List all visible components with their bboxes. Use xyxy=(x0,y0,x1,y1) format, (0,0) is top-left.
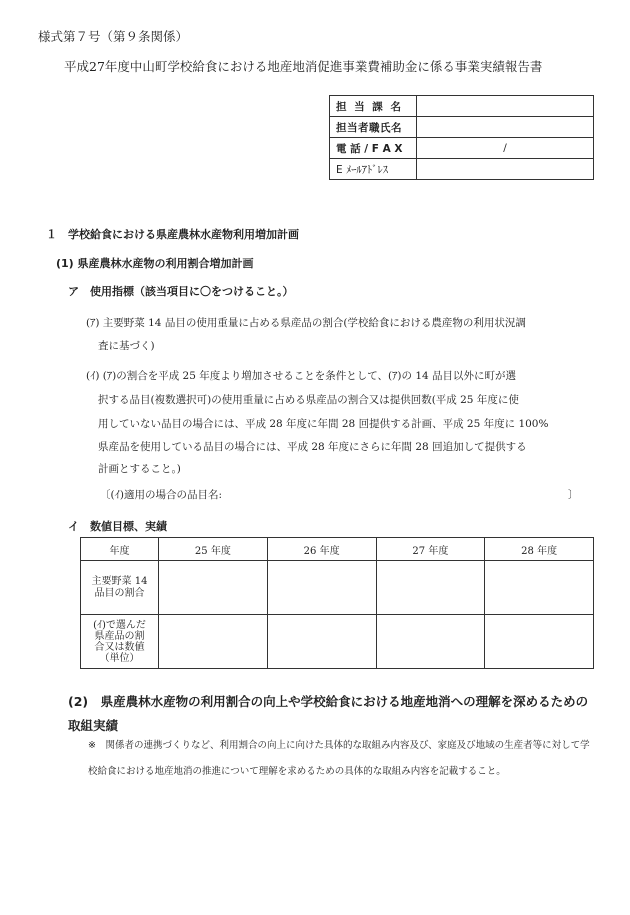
item-b-line4: 県産品を使用している品目の場合には、平成 28 年度にさらに年間 28 回追加して提供する xyxy=(98,441,527,453)
item-name-bracket-label: 〔(ｲ)適用の場合の品目名: xyxy=(100,489,222,501)
person-label: 担当者職氏名 xyxy=(330,117,417,138)
table-cell[interactable] xyxy=(376,615,485,669)
header-fy25: 25 年度 xyxy=(159,538,268,561)
row1-label-line2: 品目の割合 xyxy=(94,587,145,599)
contact-row-email xyxy=(330,159,594,180)
department-field[interactable] xyxy=(417,96,594,117)
item-b-line3: 用していない品目の場合には、平成 28 年度に年間 28 回提供する計画、平成 25 年度に 100% xyxy=(98,418,549,430)
header-fy26: 26 年度 xyxy=(267,538,376,561)
item-name-bracket-close: 〕 xyxy=(568,489,579,501)
person-field[interactable] xyxy=(417,117,594,138)
table-cell[interactable] xyxy=(376,561,485,615)
row1-label-line1: 主要野菜 14 xyxy=(91,575,148,587)
header-fy28: 28 年度 xyxy=(485,538,594,561)
item-b-line2: 択する品目(複数選択可)の使用重量に占める県産品の割合又は提供回数(平成 25 年度に使 xyxy=(98,394,519,406)
row-label-selected-items xyxy=(81,615,159,669)
table-row-selected-items xyxy=(81,615,594,669)
item-b-line1: (ｲ) (ｱ)の割合を平成 25 年度より増加させることを条件として、(ｱ)の 14 品目以外に町が選 xyxy=(86,370,517,382)
document-title: 平成27年度中山町学校給食における地産地消促進事業費補助金に係る事業実績報告書 xyxy=(64,59,543,74)
target-table xyxy=(80,537,594,669)
form-number: 様式第７号（第９条関係） xyxy=(38,29,189,44)
department-label: 担 当 課 名 xyxy=(330,96,417,117)
header-year: 年度 xyxy=(81,538,159,561)
table-cell[interactable] xyxy=(159,561,268,615)
row-label-main-vegetables xyxy=(81,561,159,615)
table-cell[interactable] xyxy=(159,615,268,669)
row2-label-line4: （単位） xyxy=(99,652,140,664)
table-cell[interactable] xyxy=(485,615,594,669)
table-row-main-vegetables xyxy=(81,561,594,615)
phone-fax-field[interactable]: / xyxy=(417,138,594,159)
section2-title: (2) 県産農林水産物の利用割合の向上や学校給食における地産地消への理解を深めるための取組実績 xyxy=(68,694,589,733)
item-a-line1: (ｱ) 主要野菜 14 品目の使用重量に占める県産品の割合(学校給食における農産物の利用状況調 xyxy=(86,317,526,329)
contact-row-department xyxy=(330,96,594,117)
table-cell[interactable] xyxy=(485,561,594,615)
row2-label-line3: 合又は数値 xyxy=(94,641,145,653)
row2-label-line1: (ｲ)で選んだ xyxy=(93,619,146,631)
table-cell[interactable] xyxy=(267,615,376,669)
email-field[interactable] xyxy=(417,159,594,180)
contact-row-person xyxy=(330,117,594,138)
numeric-target-heading: イ 数値目標、実績 xyxy=(68,520,167,533)
section1-sub1-heading: (1) 県産農林水産物の利用割合増加計画 xyxy=(56,257,254,270)
table-cell[interactable] xyxy=(267,561,376,615)
section2-note: ※ 関係者の連携づくりなど、利用割合の向上に向けた具体的な取組み内容及び、家庭及び地域の生産者等に対して学校給食における地産地消の推進について理解を求めるための具体的な取組み内容を記載すること。 xyxy=(88,740,590,777)
section1-heading: １ 学校給食における県産農林水産物利用増加計画 xyxy=(46,228,299,241)
header-fy27: 27 年度 xyxy=(376,538,485,561)
item-a-line2: 査に基づく) xyxy=(98,340,155,352)
email-label: E ﾒｰﾙｱﾄﾞﾚｽ xyxy=(330,159,417,180)
row2-label-line2: 県産品の割 xyxy=(94,630,145,642)
usage-index-heading: ア 使用指標（該当項目に〇をつけること。） xyxy=(68,285,294,298)
contact-table xyxy=(329,95,594,180)
phone-fax-label: 電 話 / F A X xyxy=(330,138,417,159)
contact-row-phone xyxy=(330,138,594,159)
target-table-header xyxy=(81,538,594,561)
item-b-line5: 計画とすること。) xyxy=(98,463,181,475)
